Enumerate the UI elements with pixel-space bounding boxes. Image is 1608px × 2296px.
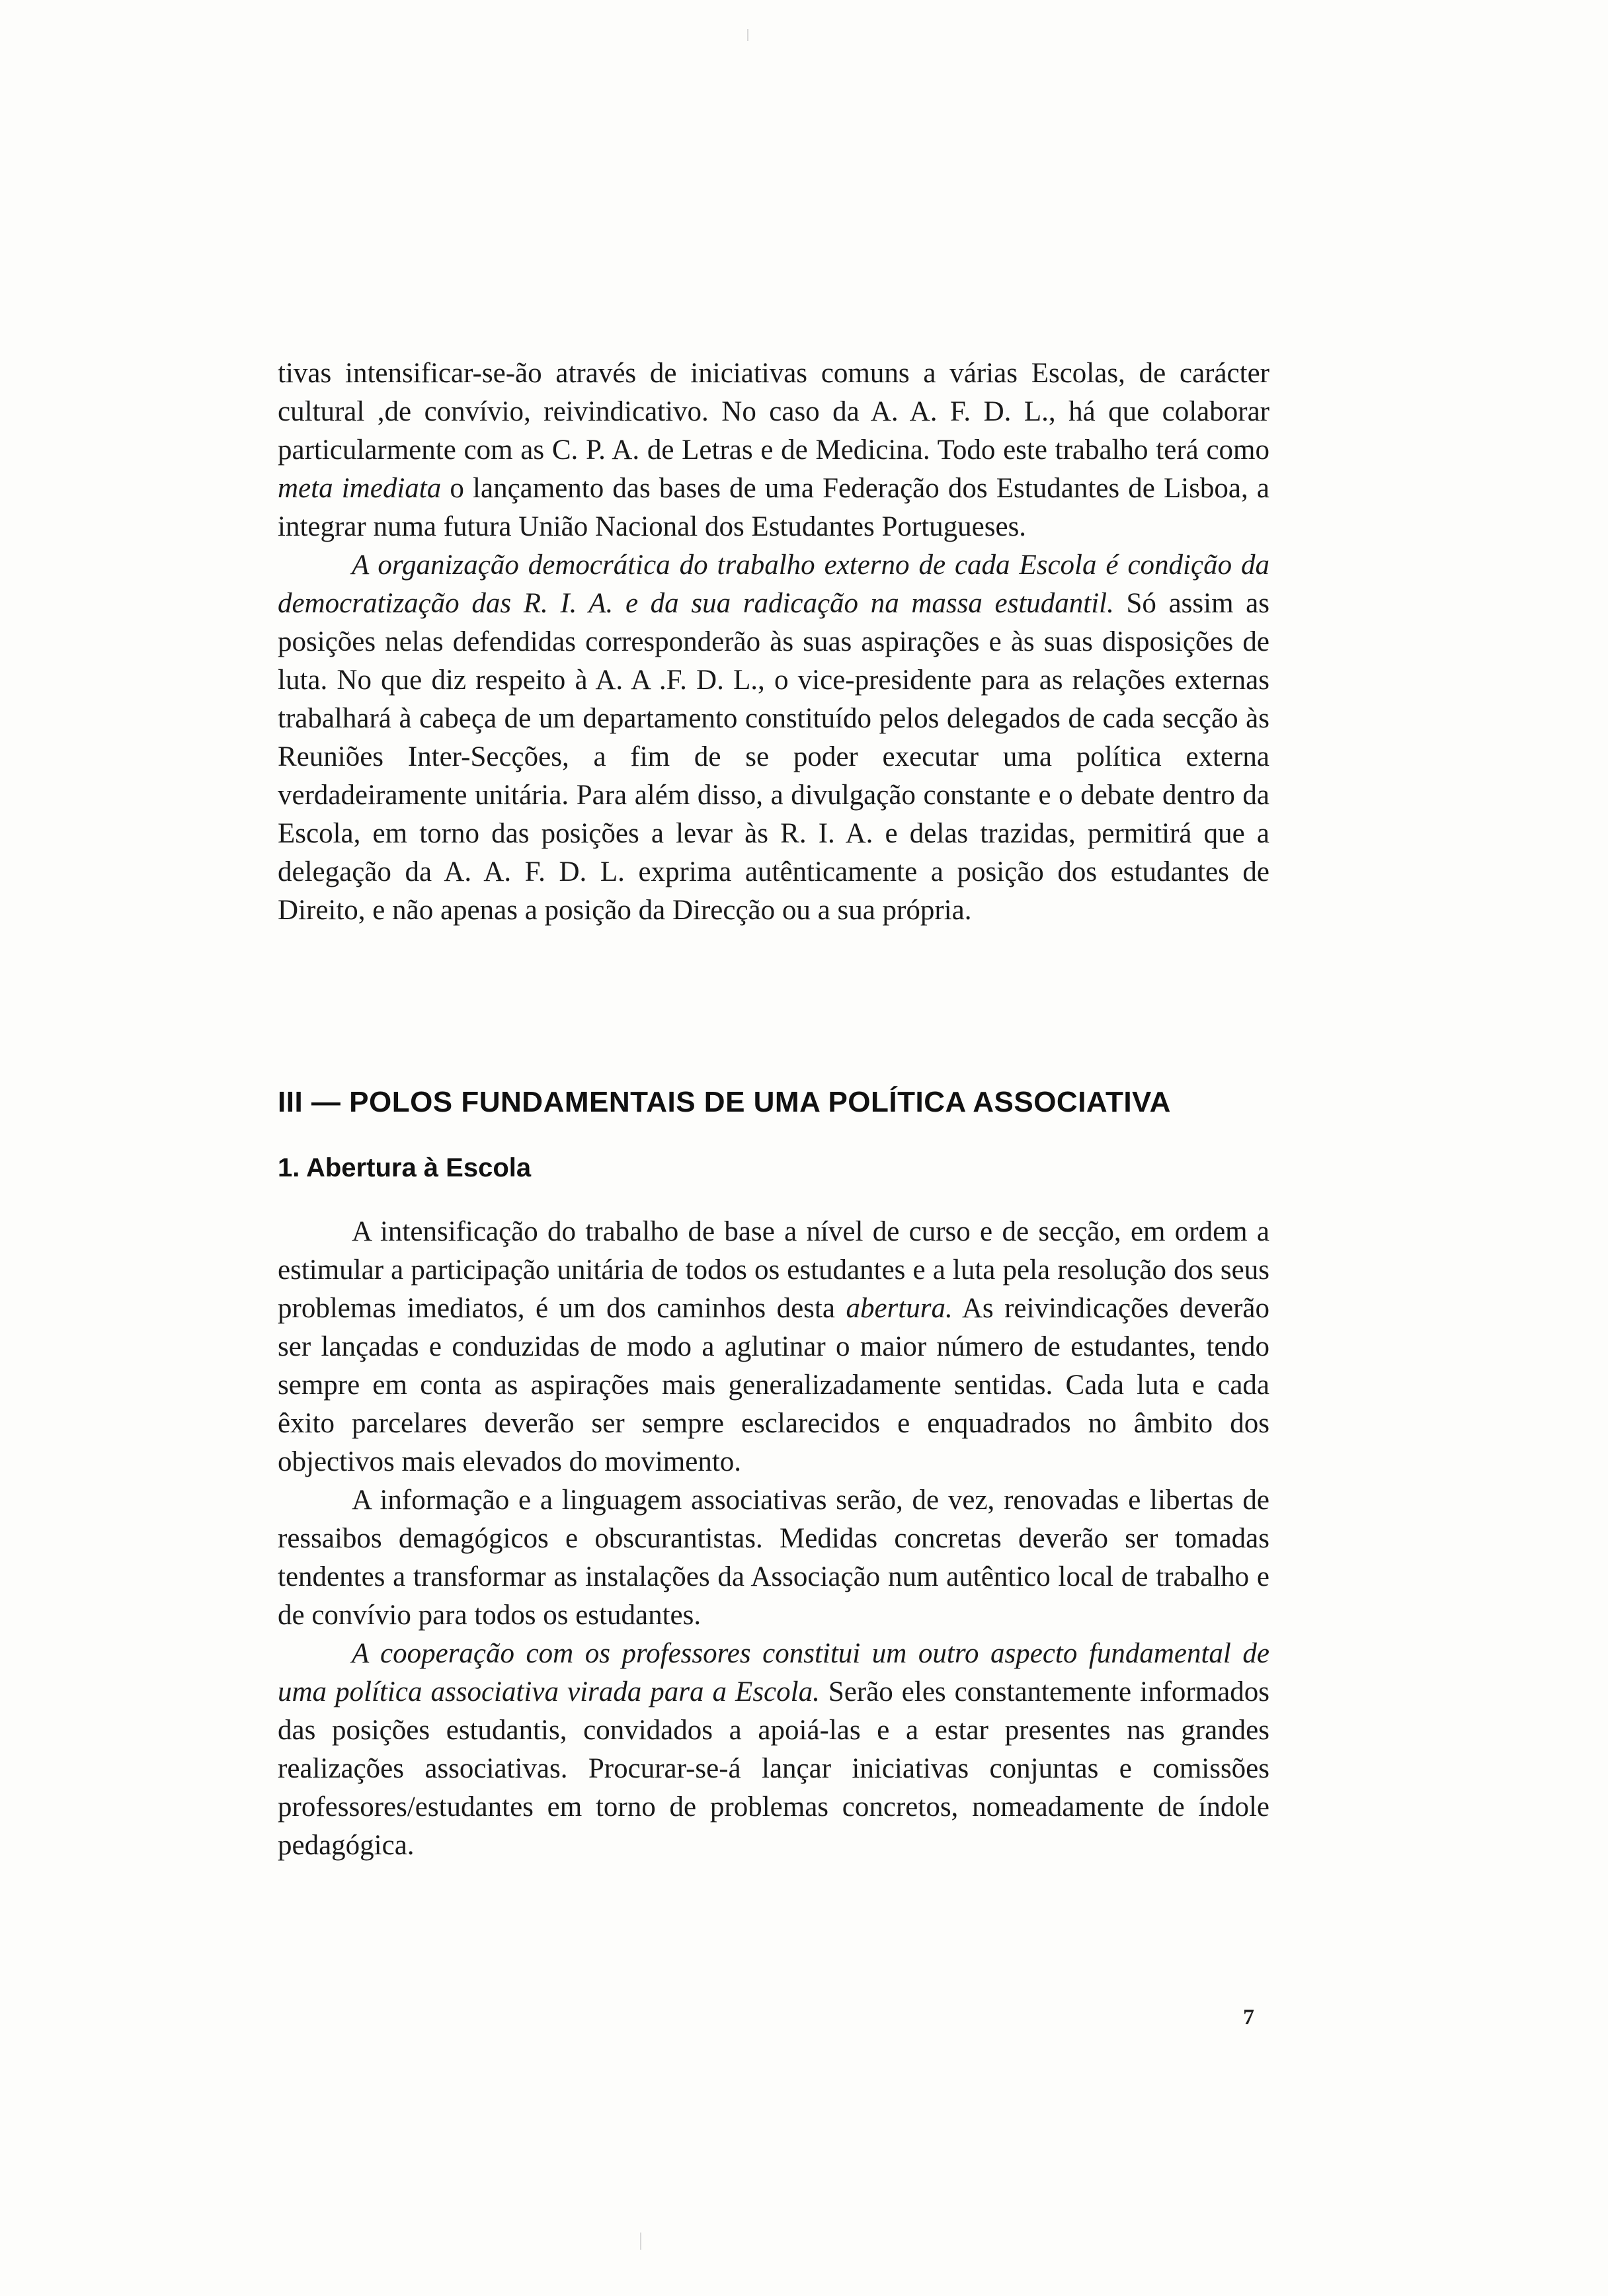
- paragraph-3: A intensificação do trabalho de base a nível de curso e de secção, em ordem a estimular a participação unitária de todos os estudantes e a luta pela resolução dos seus problemas imediatos, é um dos caminhos desta abertura. As reivindicações deverão ser lançadas e conduzidas de modo a aglutinar o maior número de estudantes, tendo sempre em conta as aspirações mais generalizadamente sentidas. Cada luta e cada êxito parcelares deverão ser sempre esclarecidos e enquadrados no âmbito dos objectivos mais elevados do movimento.: [278, 1216, 1270, 1477]
- emphasis-organizacao: A organização democrática do trabalho externo de cada Escola é condição da democratização das R. I. A. e da sua radicação na massa estudantil.: [278, 550, 1269, 619]
- subsection-heading: 1. Abertura à Escola: [278, 1153, 532, 1182]
- paragraph-4: A informação e a linguagem associativas serão, de vez, renovadas e libertas de ressaibos demagógicos e obscurantistas. Medidas concretas deverão ser tomadas tendentes a transformar as instalações da Associação num autêntico local de trabalho e de convívio para todos os estudantes.: [278, 1485, 1269, 1631]
- emphasis-meta-imediata: meta imediata: [278, 473, 442, 504]
- paragraph-2: A organização democrática do trabalho externo de cada Escola é condição da democratização das R. I. A. e da sua radicação na massa estudantil. Só assim as posições nelas defendidas corresponderão às suas aspirações e às suas disposições de luta. No que diz respeito à A. A .F. D. L., o vice-presidente para as relações externas trabalhará à cabeça de um departamento constituído pelos delegados de cada secção às Reuniões Inter-Secções, a fim de se poder executar uma política externa verdadeiramente unitária. Para além disso, a divulgação constante e o debate dentro da Escola, em torno das posições a levar às R. I. A. e delas trazidas, permitirá que a delegação da A. A. F. D. L. exprima autênticamente a posição dos estudantes de Direito, e não apenas a posição da Direcção ou a sua própria.: [278, 550, 1269, 926]
- scan-mark-bottom: [640, 2233, 641, 2250]
- bottom-text-block: [278, 1213, 1269, 1865]
- page-number: 7: [1243, 2005, 1254, 2030]
- section-heading: III — POLOS FUNDAMENTAIS DE UMA POLÍTICA ASSOCIATIVA: [278, 1086, 1171, 1118]
- scan-mark-top: [747, 29, 748, 41]
- top-text-block: [278, 354, 1269, 930]
- emphasis-cooperacao: A cooperação com os professores constitui um outro aspecto fundamental de uma política associativa virada para a Escola.: [278, 1638, 1269, 1707]
- paragraph-5: A cooperação com os professores constitui um outro aspecto fundamental de uma política associativa virada para a Escola. Serão eles constantemente informados das posições estudantis, convidados a apoiá-las e a estar presentes nas grandes realizações associativas. Procurar-se-á lançar iniciativas conjuntas e comissões professores/estudantes em torno de problemas concretos, nomeadamente de índole pedagógica.: [278, 1638, 1269, 1861]
- paragraph-1: tivas intensificar-se-ão através de iniciativas comuns a várias Escolas, de carácter cultural ,de convívio, reivindicativo. No caso da A. A. F. D. L., há que colaborar particularmente com as C. P. A. de Letras e de Medicina. Todo este trabalho terá como meta imediata o lançamento das bases de uma Federação dos Estudantes de Lisboa, a integrar numa futura União Nacional dos Estudantes Portugueses.: [278, 358, 1269, 542]
- emphasis-abertura: abertura.: [846, 1293, 953, 1324]
